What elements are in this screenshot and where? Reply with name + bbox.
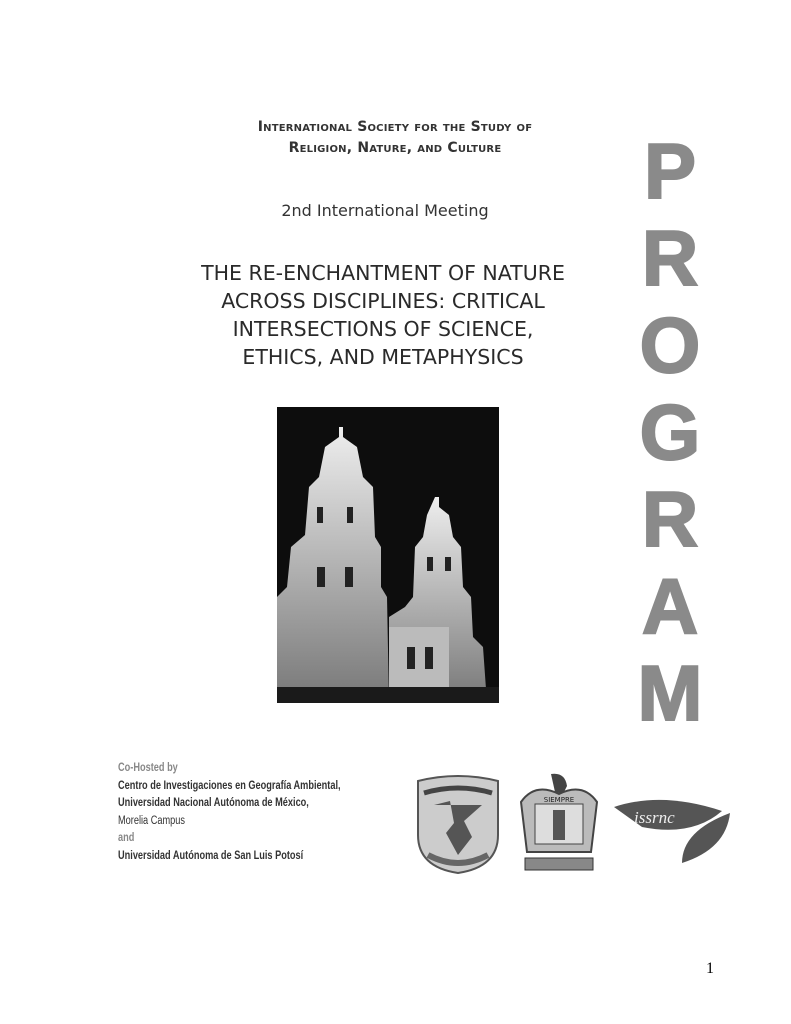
cohost-line: Morelia Campus [118,814,185,827]
society-line-2: Religion, Nature, and Culture [288,140,502,156]
uaslp-motto: SIEMPRE [543,796,575,804]
uaslp-seal-logo [515,772,603,880]
issrnc-leaf-logo [612,797,734,873]
issrnc-text: issrnc [634,808,675,827]
society-line-1: International Society for the Study of [257,119,533,135]
cohosts-block [118,760,341,866]
cathedral-photo [277,407,499,703]
program-vertical-title [615,128,725,737]
title-line: THE RE-ENCHANTMENT OF NATURE [201,261,565,285]
program-letter: P [643,127,697,215]
unam-seal-logo [414,775,502,879]
title-line: INTERSECTIONS OF SCIENCE, [232,317,534,341]
program-letter: R [641,475,699,563]
program-letter: M [637,649,703,737]
program-letter: R [641,214,699,302]
cohost-line: Universidad Autónoma de San Luis Potosí [118,849,304,862]
conference-title [170,259,596,371]
cohost-and: and [118,832,135,845]
meeting-subtitle: 2nd International Meeting [281,201,489,220]
cohost-line: Universidad Nacional Autónoma de México, [118,797,309,810]
cohost-line: Centro de Investigaciones en Geografía Ambiental, [118,779,341,792]
title-line: ACROSS DISCIPLINES: CRITICAL [221,289,545,313]
page-number: 1 [706,960,714,977]
title-line: ETHICS, AND METAPHYSICS [242,345,524,369]
program-letter: A [641,562,699,650]
program-letter: G [639,388,701,476]
program-letter: O [639,301,701,389]
cohost-label: Co-Hosted by [118,762,178,774]
